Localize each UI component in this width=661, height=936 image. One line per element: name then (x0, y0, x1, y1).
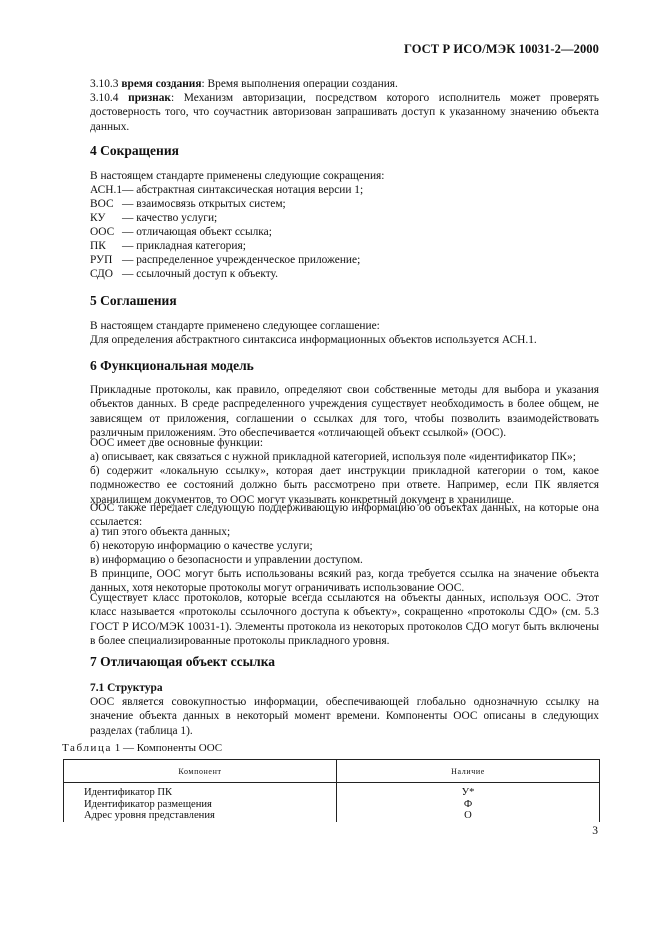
section-6-list-b: б) содержит «локальную ссылку», которая дает инструкции прикладной категории о том, какое подмножество ее состояний должно быть рассмотрено при ответе. Например, если ПК является хранилищем документов, то ООС могут указывать конкретный документ в хранилище. (90, 465, 599, 506)
section-6-list-a: а) описывает, как связаться с нужной прикладной категорией, используя поле «идентификатор ПК»; (90, 451, 576, 463)
definition-term: признак (128, 92, 171, 104)
section-7-heading: 7 Отличающая объект ссылка (90, 654, 276, 669)
section-6-list-c2: в) информацию о безопасности и управлении доступом. (90, 554, 363, 566)
table-cell-component: Идентификатор ПК (64, 783, 337, 799)
section-5-line-1: В настоящем стандарте применено следующее соглашение: (90, 320, 380, 332)
definition-text: : Время выполнения операции создания. (201, 78, 398, 90)
abbreviation-item: РУП — распределенное учрежденческое приложение; (90, 254, 361, 266)
table-row (64, 799, 600, 811)
definition-text: : Механизм авторизации, посредством которого исполнитель может проверять достоверность того, что соучастник авторизован запрашивать доступ к указанному значению объекта данных. (90, 92, 599, 133)
section-6-paragraph-1: Прикладные протоколы, как правило, определяют свои собственные методы для выбора и указания объектов данных. В среде распределенного учреждения существует необходимость в более общем, не зависящем от приложения, соглашении о ссылках для того, чтобы позволить взаимодействовать различным приложениям. Это обеспечивается «отличающей объект ссылкой» (ООС). (90, 384, 599, 439)
section-6-paragraph-4: В принципе, ООС могут быть использованы всякий раз, когда требуется ссылка на значение объекта данных, хотя некоторые протоколы могут ограничивать использование ООС. (90, 568, 599, 595)
section-5-line-2: Для определения абстрактного синтаксиса информационных объектов используется АСН.1. (90, 334, 537, 346)
section-4-intro: В настоящем стандарте применены следующие сокращения: (90, 170, 385, 182)
table-row (64, 783, 600, 799)
table-caption: Таблица 1 — Компоненты ООС (62, 742, 223, 754)
section-6-list-b2: б) некоторую информацию о качестве услуги; (90, 540, 313, 552)
column-header-presence: Наличие (337, 760, 600, 783)
column-header-component: Компонент (64, 760, 337, 783)
definition-3-10-4 (90, 91, 599, 134)
section-6-heading: 6 Функциональная модель (90, 358, 254, 373)
section-6-paragraph-3: ООС также передает следующую поддерживающую информацию об объектах данных, на которые она ссылается: (90, 502, 599, 529)
section-6-list-a2: а) тип этого объекта данных; (90, 526, 231, 538)
definition-number: 3.10.4 (90, 92, 119, 104)
definition-3-10-3 (90, 77, 599, 91)
subsection-7-1-heading: 7.1 Структура (90, 682, 163, 694)
abbreviation-item: АСН.1— абстрактная синтаксическая нотация версии 1; (90, 184, 364, 196)
table-row (64, 810, 600, 822)
table-cell-presence: У* (337, 783, 600, 799)
page-number: 3 (592, 825, 598, 837)
abbreviation-item: ВОС — взаимосвязь открытых систем; (90, 198, 286, 210)
table-cell-component: Адрес уровня представления (64, 810, 337, 822)
table-cell-component: Идентификатор размещения (64, 799, 337, 811)
section-7-paragraph-1: ООС является совокупностью информации, обеспечивающей глобально однозначную ссылку на значение объекта данных в некоторый момент времени. Компоненты ООС описаны в следующих разделах (таблица 1). (90, 696, 599, 737)
section-5-heading: 5 Соглашения (90, 293, 177, 308)
section-4-heading: 4 Сокращения (90, 143, 179, 158)
section-6-paragraph-2: ООС имеет две основные функции: (90, 437, 264, 449)
components-table (63, 759, 600, 822)
abbreviation-item: ПК — прикладная категория; (90, 240, 246, 252)
table-cell-presence: Ф (337, 799, 600, 811)
definition-number: 3.10.3 (90, 78, 119, 90)
definition-term: время создания (121, 78, 202, 90)
table-cell-presence: О (337, 810, 600, 822)
abbreviation-item: СДО — ссылочный доступ к объекту. (90, 268, 278, 280)
abbreviation-item: ООС — отличающая объект ссылка; (90, 226, 272, 238)
document-header: ГОСТ Р ИСО/МЭК 10031-2—2000 (403, 42, 599, 56)
abbreviation-item: КУ — качество услуги; (90, 212, 218, 224)
table-header-row (64, 760, 600, 783)
section-6-paragraph-5: Существует класс протоколов, которые всегда ссылаются на объекты данных, используя ООС. Этот класс называется «протоколы ссылочного доступа к объекту», сокращенно «протоколы СДО» (см. 5.3 ГОСТ Р ИСО/МЭК 10031-1). Элементы протокола из некоторых протоколов СДО могут быть включены в более специализированные протоколы прикладного уровня. (90, 592, 599, 647)
